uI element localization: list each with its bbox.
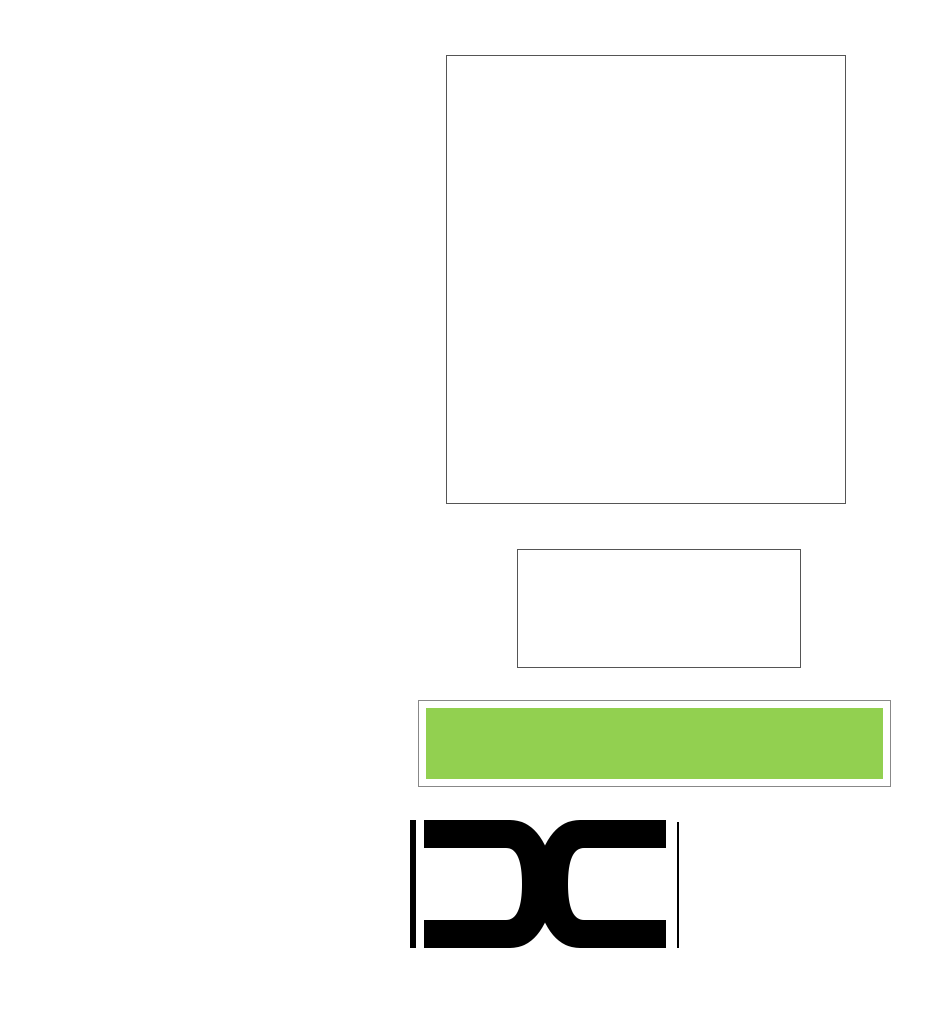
note-text [426,708,883,779]
logo-divider [677,822,679,948]
logo-left-shape [424,820,554,948]
logo-right-shape [536,820,666,948]
dual-credit-logo [410,818,910,1008]
logo-bar-left [410,820,416,948]
dual-credit-logo-mark-icon [410,820,672,948]
significant-dates-box [446,55,846,504]
color-legend [517,549,801,668]
note-box [418,700,891,787]
